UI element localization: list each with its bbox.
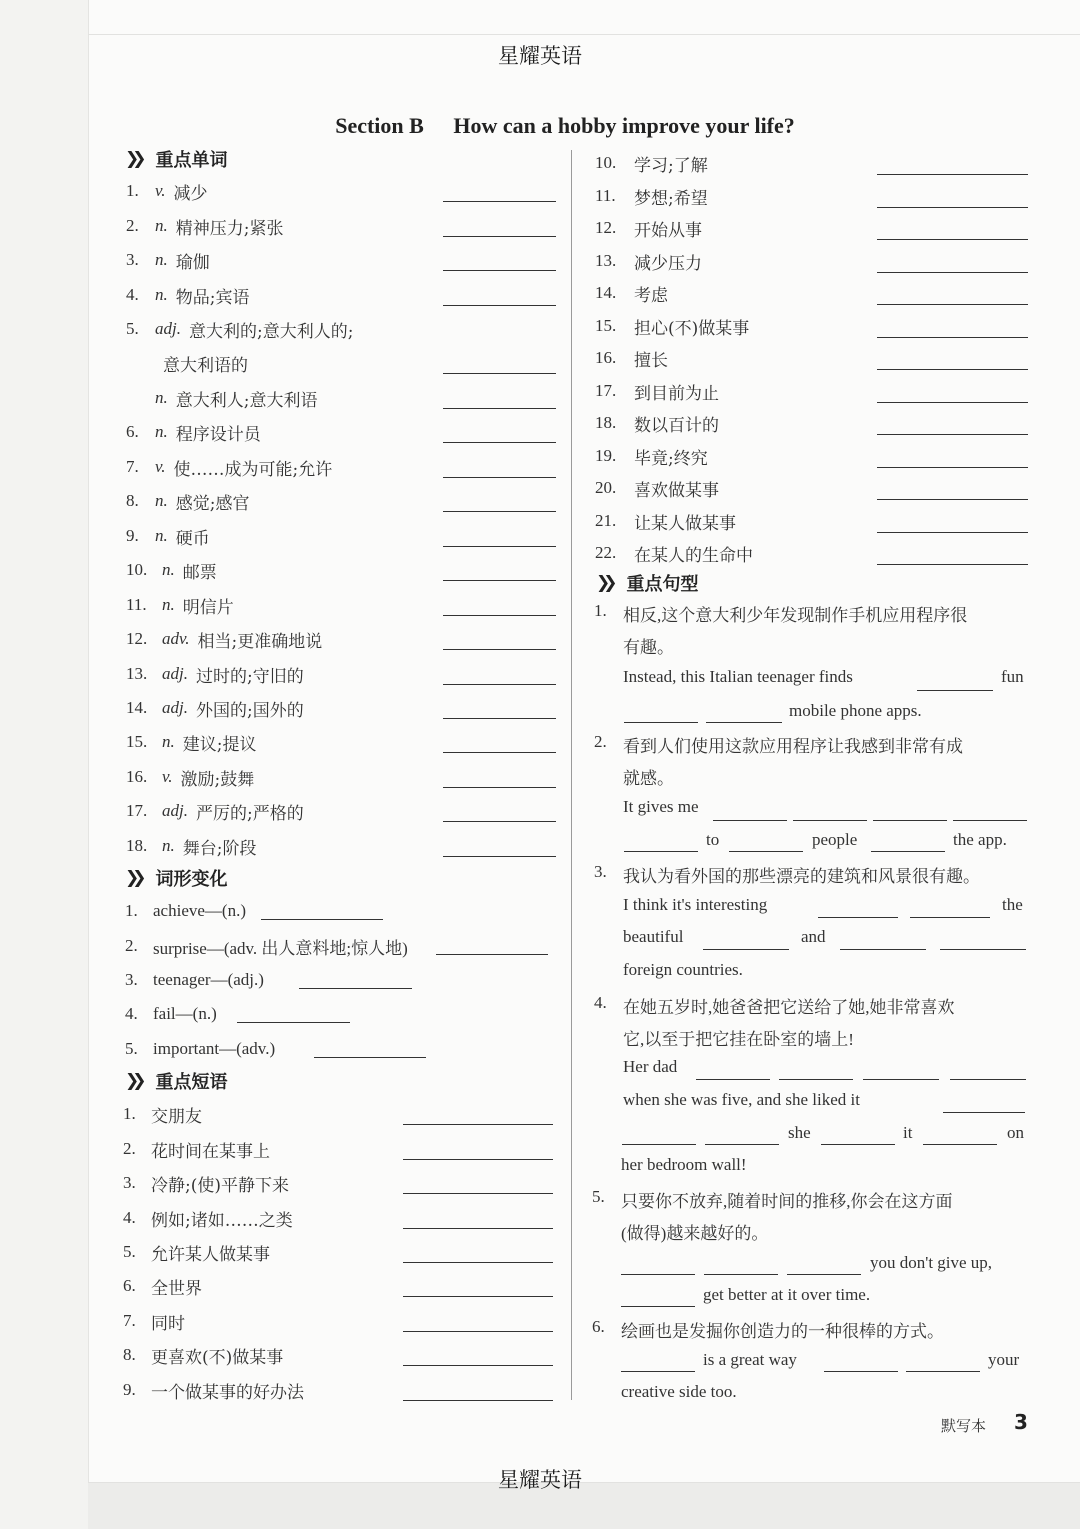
item-number: 3. <box>125 970 138 989</box>
answer-blank[interactable] <box>877 369 1028 370</box>
answer-blank[interactable] <box>877 499 1028 500</box>
sentence-zh: 看到人们使用这款应用程序让我感到非常有成 <box>623 737 963 756</box>
answer-blank[interactable] <box>261 919 383 920</box>
sentence-en: fun <box>1001 667 1024 686</box>
answer-blank[interactable] <box>713 820 787 821</box>
answer-blank[interactable] <box>621 1371 695 1372</box>
word-row <box>126 280 249 310</box>
answer-blank[interactable] <box>821 1144 895 1145</box>
phrase-row <box>595 311 749 341</box>
answer-blank[interactable] <box>877 402 1028 403</box>
sentence-zh: 只要你不放弃,随着时间的推移,你会在这方面 <box>621 1192 953 1211</box>
watermark-top: 星耀英语 <box>498 44 582 68</box>
phrase-meaning: 花时间在某事上 <box>151 1141 270 1162</box>
phrase-meaning: 擅长 <box>634 350 668 371</box>
part-of-speech: adj. <box>162 801 188 820</box>
word-row <box>126 693 304 723</box>
answer-blank[interactable] <box>443 408 556 409</box>
heading-words <box>125 146 228 172</box>
item-number: 1. <box>123 1104 136 1123</box>
answer-blank[interactable] <box>443 477 556 478</box>
item-number: 21. <box>595 511 617 530</box>
answer-blank[interactable] <box>314 1057 426 1058</box>
phrase-row <box>123 1306 185 1336</box>
phrase-row <box>595 181 708 211</box>
item-number: 15. <box>126 732 148 751</box>
answer-blank[interactable] <box>443 373 556 374</box>
answer-blank[interactable] <box>877 207 1028 208</box>
item-number: 1. <box>126 181 139 200</box>
phrase-meaning: 到目前为止 <box>634 383 719 404</box>
answer-blank[interactable] <box>403 1365 553 1366</box>
form-row <box>125 896 246 926</box>
sentence-en: it <box>903 1123 913 1142</box>
form-row <box>125 931 408 961</box>
answer-blank[interactable] <box>443 649 556 650</box>
answer-blank[interactable] <box>840 949 926 950</box>
answer-blank[interactable] <box>923 1144 997 1145</box>
column-divider <box>571 150 572 1400</box>
heading-forms-label: 词形变化 <box>155 869 228 890</box>
sentence-zh: 我认为看外国的那些漂亮的建筑和风景很有趣。 <box>623 867 980 886</box>
sentence-zh: 在她五岁时,她爸爸把它送给了她,她非常喜欢 <box>623 998 955 1017</box>
phrase-meaning: 一个做某事的好办法 <box>151 1382 304 1403</box>
sentence-en: you don't give up, <box>870 1253 993 1272</box>
top-rule <box>88 34 1080 35</box>
watermark-bottom: 星耀英语 <box>498 1468 582 1492</box>
answer-blank[interactable] <box>729 851 803 852</box>
sentence-en: your <box>988 1350 1020 1369</box>
word-meaning: 激励;鼓舞 <box>180 769 255 790</box>
phrase-meaning: 交朋友 <box>151 1106 202 1127</box>
sentence-en: creative side too. <box>621 1382 737 1401</box>
section-label: Section B <box>335 113 424 138</box>
item-number: 7. <box>123 1311 136 1330</box>
form-prompt: teenager—(adj.) <box>153 970 264 989</box>
answer-blank[interactable] <box>443 305 556 306</box>
phrase-row <box>123 1099 202 1129</box>
sentence-zh: 就感。 <box>623 769 674 788</box>
form-row <box>125 1034 275 1064</box>
item-number: 12. <box>126 629 148 648</box>
answer-blank[interactable] <box>703 949 789 950</box>
footer-label: 默写本 <box>941 1417 987 1435</box>
item-number: 5. <box>125 1039 138 1058</box>
item-number: 17. <box>595 381 617 400</box>
item-number: 12. <box>595 218 617 237</box>
word-meaning: 瑜伽 <box>175 252 210 273</box>
part-of-speech: v. <box>155 181 166 200</box>
form-prompt: important—(adv.) <box>153 1039 276 1058</box>
item-number: 13. <box>126 664 148 683</box>
answer-blank[interactable] <box>443 752 556 753</box>
sentence-en: mobile phone apps. <box>789 701 922 720</box>
answer-blank[interactable] <box>706 722 782 723</box>
answer-blank[interactable] <box>403 1296 553 1297</box>
part-of-speech: n. <box>162 836 175 855</box>
phrase-row <box>123 1375 304 1405</box>
section-question: How can a hobby improve your life? <box>453 113 795 138</box>
double-chevron-icon: ❯❯ <box>125 1071 140 1091</box>
page-number: 3 <box>1014 1410 1028 1434</box>
item-number: 17. <box>126 801 148 820</box>
answer-blank[interactable] <box>787 1274 861 1275</box>
word-row <box>126 831 256 861</box>
section-title <box>0 113 1080 139</box>
phrase-meaning: 允许某人做某事 <box>151 1244 270 1265</box>
sentence-en: and <box>801 927 826 946</box>
word-meaning: 过时的;守旧的 <box>195 666 304 687</box>
answer-blank[interactable] <box>443 546 556 547</box>
heading-phrases <box>125 1068 228 1094</box>
item-number: 10. <box>126 560 148 579</box>
sentence-number: 5. <box>592 1187 605 1206</box>
sentence-en: It gives me <box>623 797 699 816</box>
item-number: 4. <box>125 1004 138 1023</box>
sentence-zh: 绘画也是发掘你创造力的一种很棒的方式。 <box>621 1322 944 1341</box>
answer-blank[interactable] <box>793 820 867 821</box>
word-row <box>126 452 332 482</box>
sentence-en: she <box>788 1123 811 1142</box>
answer-blank[interactable] <box>910 917 990 918</box>
word-row <box>126 211 283 241</box>
part-of-speech: n. <box>155 526 168 545</box>
word-meaning: 减少 <box>173 183 208 204</box>
heading-forms <box>125 865 228 891</box>
answer-blank[interactable] <box>818 917 898 918</box>
phrase-row <box>123 1271 202 1301</box>
phrase-meaning: 考虑 <box>634 285 668 306</box>
answer-blank[interactable] <box>877 564 1028 565</box>
answer-blank[interactable] <box>237 1022 350 1023</box>
word-row <box>126 555 217 585</box>
word-row <box>126 624 322 654</box>
answer-blank[interactable] <box>950 1079 1026 1080</box>
item-number: 16. <box>595 348 617 367</box>
item-number: 18. <box>595 413 617 432</box>
answer-blank[interactable] <box>871 851 945 852</box>
item-number: 14. <box>595 283 617 302</box>
word-row <box>126 348 248 378</box>
word-row <box>126 590 234 620</box>
phrase-meaning: 更喜欢(不)做某事 <box>151 1347 284 1368</box>
sentence-en: the <box>1002 895 1023 914</box>
word-meaning: 相当;更准确地说 <box>197 631 323 652</box>
phrase-row <box>123 1168 289 1198</box>
answer-blank[interactable] <box>877 434 1028 435</box>
sentence-en: foreign countries. <box>623 960 743 979</box>
answer-blank[interactable] <box>403 1331 553 1332</box>
sentence-number: 4. <box>594 993 607 1012</box>
sentence-en: beautiful <box>623 927 684 946</box>
sentence-zh: (做得)越来越好的。 <box>621 1224 769 1243</box>
answer-blank[interactable] <box>877 532 1028 533</box>
word-meaning: 建议;提议 <box>182 734 257 755</box>
word-meaning: 感觉;感官 <box>175 493 250 514</box>
item-number: 16. <box>126 767 148 786</box>
item-number: 9. <box>126 526 139 545</box>
phrase-row <box>123 1203 293 1233</box>
answer-blank[interactable] <box>704 1274 778 1275</box>
sentence-en: the app. <box>953 830 1007 849</box>
answer-blank[interactable] <box>877 272 1028 273</box>
part-of-speech: n. <box>155 216 168 235</box>
answer-blank[interactable] <box>877 304 1028 305</box>
word-row <box>126 176 208 206</box>
heading-sentences-label: 重点句型 <box>626 574 699 595</box>
item-number: 4. <box>123 1208 136 1227</box>
answer-blank[interactable] <box>624 851 698 852</box>
sentence-en: Instead, this Italian teenager finds <box>623 667 853 686</box>
word-meaning: 外国的;国外的 <box>195 700 304 721</box>
word-row <box>126 486 249 516</box>
part-of-speech: n. <box>155 388 168 407</box>
word-meaning: 意大利语的 <box>163 355 248 376</box>
answer-blank[interactable] <box>443 615 556 616</box>
phrase-meaning: 全世界 <box>151 1278 202 1299</box>
word-row <box>126 762 254 792</box>
answer-blank[interactable] <box>299 988 412 989</box>
phrase-meaning: 在某人的生命中 <box>634 545 753 566</box>
item-number: 7. <box>126 457 139 476</box>
phrase-meaning: 减少压力 <box>634 253 702 274</box>
item-number: 18. <box>126 836 148 855</box>
answer-blank[interactable] <box>403 1193 553 1194</box>
word-meaning: 严厉的;严格的 <box>195 803 304 824</box>
heading-words-label: 重点单词 <box>155 150 228 171</box>
phrase-meaning: 毕竟;终究 <box>634 448 708 469</box>
part-of-speech: adj. <box>155 319 181 338</box>
phrase-row <box>123 1237 270 1267</box>
phrase-row <box>595 213 702 243</box>
part-of-speech: n. <box>162 560 175 579</box>
answer-blank[interactable] <box>877 467 1028 468</box>
phrase-row <box>595 441 708 471</box>
answer-blank[interactable] <box>779 1079 853 1080</box>
answer-blank[interactable] <box>621 1306 695 1307</box>
sentence-number: 6. <box>592 1317 605 1336</box>
answer-blank[interactable] <box>877 337 1028 338</box>
answer-blank[interactable] <box>873 820 947 821</box>
phrase-row <box>595 148 708 178</box>
sentence-en: is a great way <box>703 1350 797 1369</box>
word-row <box>126 245 210 275</box>
phrase-meaning: 让某人做某事 <box>634 513 736 534</box>
phrase-meaning: 同时 <box>151 1313 185 1334</box>
form-prompt: surprise—(adv. 出人意料地;惊人地) <box>153 938 408 958</box>
heading-sentences <box>596 570 699 596</box>
answer-blank[interactable] <box>622 1144 696 1145</box>
item-number: 4. <box>126 285 139 304</box>
answer-blank[interactable] <box>403 1262 553 1263</box>
phrase-meaning: 学习;了解 <box>634 155 708 176</box>
phrase-row <box>595 246 702 276</box>
word-row <box>126 314 353 344</box>
item-number: 20. <box>595 478 617 497</box>
sentence-en: on <box>1007 1123 1024 1142</box>
part-of-speech: adv. <box>162 629 190 648</box>
answer-blank[interactable] <box>943 1112 1025 1113</box>
part-of-speech: v. <box>162 767 173 786</box>
form-row <box>125 999 217 1029</box>
item-number: 9. <box>123 1380 136 1399</box>
item-number: 3. <box>126 250 139 269</box>
answer-blank[interactable] <box>443 856 556 857</box>
answer-blank[interactable] <box>953 820 1027 821</box>
word-meaning: 明信片 <box>182 597 234 618</box>
answer-blank[interactable] <box>696 1079 770 1080</box>
word-row <box>126 796 304 826</box>
answer-blank[interactable] <box>443 684 556 685</box>
part-of-speech: n. <box>155 285 168 304</box>
answer-blank[interactable] <box>443 236 556 237</box>
sentence-number: 3. <box>594 862 607 881</box>
item-number: 13. <box>595 251 617 270</box>
word-meaning: 意大利的;意大利人的; <box>188 321 354 342</box>
answer-blank[interactable] <box>877 174 1028 175</box>
phrase-row <box>595 408 719 438</box>
answer-blank[interactable] <box>403 1400 553 1401</box>
part-of-speech: n. <box>155 422 168 441</box>
word-row <box>126 521 210 551</box>
double-chevron-icon: ❯❯ <box>125 868 140 888</box>
sentence-en: when she was five, and she liked it <box>623 1090 860 1109</box>
answer-blank[interactable] <box>940 949 1026 950</box>
phrase-meaning: 担心(不)做某事 <box>634 318 750 339</box>
phrase-row <box>595 278 668 308</box>
phrase-row <box>123 1340 283 1370</box>
answer-blank[interactable] <box>877 239 1028 240</box>
answer-blank[interactable] <box>443 787 556 788</box>
item-number: 10. <box>595 153 617 172</box>
word-meaning: 使……成为可能;允许 <box>173 459 333 480</box>
item-number: 14. <box>126 698 148 717</box>
word-row <box>126 727 256 757</box>
sentence-en: her bedroom wall! <box>621 1155 747 1174</box>
item-number: 5. <box>123 1242 136 1261</box>
sentence-zh: 它,以至于把它挂在卧室的墙上! <box>623 1030 854 1049</box>
answer-blank[interactable] <box>621 1274 695 1275</box>
word-meaning: 精神压力;紧张 <box>175 218 284 239</box>
answer-blank[interactable] <box>906 1371 980 1372</box>
phrase-meaning: 喜欢做某事 <box>634 480 719 501</box>
item-number: 2. <box>123 1139 136 1158</box>
answer-blank[interactable] <box>824 1371 898 1372</box>
part-of-speech: adj. <box>162 664 188 683</box>
form-prompt: fail—(n.) <box>153 1004 217 1023</box>
sentence-zh: 相反,这个意大利少年发现制作手机应用程序很 <box>623 606 968 625</box>
item-number: 11. <box>126 595 147 614</box>
form-prompt: achieve—(n.) <box>153 901 246 920</box>
word-meaning: 意大利人;意大利语 <box>175 390 318 411</box>
part-of-speech: n. <box>162 595 175 614</box>
item-number: 2. <box>126 216 139 235</box>
item-number: 22. <box>595 543 617 562</box>
answer-blank[interactable] <box>443 718 556 719</box>
answer-blank[interactable] <box>403 1159 553 1160</box>
phrase-row <box>595 376 719 406</box>
item-number: 5. <box>126 319 139 338</box>
word-row <box>126 659 304 689</box>
item-number: 15. <box>595 316 617 335</box>
word-meaning: 物品;宾语 <box>175 287 250 308</box>
part-of-speech: n. <box>162 732 175 751</box>
part-of-speech: adj. <box>162 698 188 717</box>
item-number: 19. <box>595 446 617 465</box>
sentence-en: get better at it over time. <box>703 1285 871 1304</box>
item-number: 8. <box>123 1345 136 1364</box>
answer-blank[interactable] <box>863 1079 939 1080</box>
phrase-meaning: 开始从事 <box>634 220 702 241</box>
answer-blank[interactable] <box>443 821 556 822</box>
answer-blank[interactable] <box>403 1228 553 1229</box>
phrase-row <box>595 473 719 503</box>
word-meaning: 程序设计员 <box>175 424 261 445</box>
answer-blank[interactable] <box>436 954 548 955</box>
heading-phrases-label: 重点短语 <box>155 1072 228 1093</box>
answer-blank[interactable] <box>443 580 556 581</box>
double-chevron-icon: ❯❯ <box>125 149 140 169</box>
sentence-en: I think it's interesting <box>623 895 768 914</box>
word-row <box>126 383 317 413</box>
item-number: 8. <box>126 491 139 510</box>
phrase-row <box>123 1134 270 1164</box>
answer-blank[interactable] <box>443 201 556 202</box>
sentence-number: 2. <box>594 732 607 751</box>
item-number: 6. <box>126 422 139 441</box>
answer-blank[interactable] <box>443 270 556 271</box>
phrase-meaning: 数以百计的 <box>634 415 719 436</box>
sentence-zh: 有趣。 <box>623 638 674 657</box>
word-row <box>126 417 261 447</box>
phrase-meaning: 例如;诸如……之类 <box>151 1210 293 1231</box>
form-row <box>125 965 264 995</box>
part-of-speech: n. <box>155 491 168 510</box>
phrase-row <box>595 343 668 373</box>
word-meaning: 硬币 <box>175 528 210 549</box>
double-chevron-icon: ❯❯ <box>596 573 611 593</box>
sentence-en: people <box>812 830 858 849</box>
answer-blank[interactable] <box>443 442 556 443</box>
item-number: 3. <box>123 1173 136 1192</box>
part-of-speech: v. <box>155 457 166 476</box>
phrase-row <box>595 506 736 536</box>
item-number: 1. <box>125 901 138 920</box>
phrase-meaning: 梦想;希望 <box>634 188 708 209</box>
phrase-meaning: 冷静;(使)平静下来 <box>151 1175 289 1196</box>
answer-blank[interactable] <box>443 511 556 512</box>
answer-blank[interactable] <box>624 722 698 723</box>
word-meaning: 舞台;阶段 <box>182 838 257 859</box>
sentence-en: Her dad <box>623 1057 678 1076</box>
item-number: 2. <box>125 936 138 955</box>
item-number: 6. <box>123 1276 136 1295</box>
part-of-speech: n. <box>155 250 168 269</box>
answer-blank[interactable] <box>705 1144 779 1145</box>
sentence-number: 1. <box>594 601 607 620</box>
answer-blank[interactable] <box>917 690 993 691</box>
item-number: 11. <box>595 186 616 205</box>
phrase-row <box>595 538 753 568</box>
word-meaning: 邮票 <box>182 562 217 583</box>
answer-blank[interactable] <box>403 1124 553 1125</box>
sentence-en: to <box>706 830 720 849</box>
